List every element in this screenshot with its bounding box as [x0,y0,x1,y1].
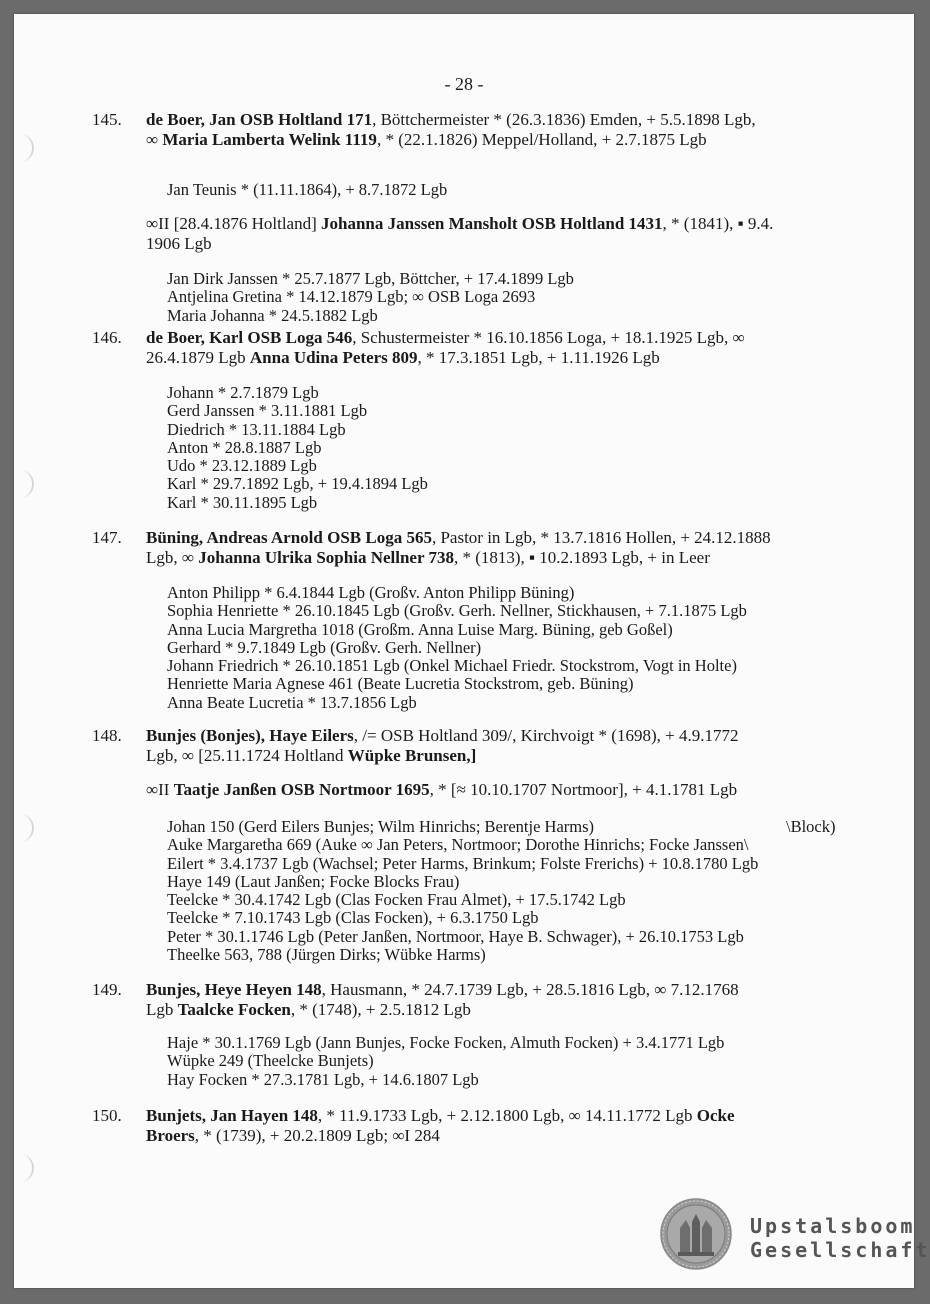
child-entry: Maria Johanna * 24.5.1882 Lgb [167,305,378,325]
text-segment: , Hausmann, * 24.7.1739 Lgb, + 28.5.1816 Lgb, ∞ 7.12.1768 [321,980,739,999]
text-line [146,1106,866,1126]
child-entry: Sophia Henriette * 26.10.1845 Lgb (Großv. Gerh. Nellner, Stickhausen, + 7.1.1875 Lgb [167,601,747,621]
child-entry: Teelcke * 30.4.1742 Lgb (Clas Focken Frau Almet), + 17.5.1742 Lgb [167,890,626,910]
child-entry: Diedrich * 13.11.1884 Lgb [167,419,346,439]
text-line [146,780,866,800]
text-line [146,746,866,766]
society-name-line1: Upstalsboom [750,1214,916,1238]
child-entry: Jan Dirk Janssen * 25.7.1877 Lgb, Böttcher, + 17.4.1899 Lgb [167,269,574,288]
entry-head [146,1106,866,1146]
children-list [167,384,867,512]
text-line [146,214,866,234]
bold-name-segment: Johanna Janssen Mansholt OSB Holtland 1431 [321,214,663,233]
text-segment: 1906 Lgb [146,234,212,253]
bold-name-segment: Bunjets, Jan Hayen 148 [146,1106,318,1125]
text-segment: ∞ [146,130,163,149]
second-marriage [146,780,866,800]
bold-name-segment: Broers [146,1126,195,1145]
bold-name-segment: Anna Udina Peters 809 [249,348,418,367]
bold-name-segment: Taalcke Focken [177,1000,291,1019]
block-note-text: \Block) [786,817,836,836]
text-line [146,726,866,746]
entry-head [146,110,866,150]
bold-name-segment: Ocke [696,1106,735,1125]
bold-name-segment: Johanna Ulrika Sophia Nellner 738 [198,548,454,567]
text-segment: , * 17.3.1851 Lgb, + 1.11.1926 Lgb [417,348,660,367]
entry-number: 145. [92,110,122,129]
entry-head [146,528,866,568]
text-segment: , /= OSB Holtland 309/, Kirchvoigt * (1698), + 4.9.1772 [353,726,739,745]
punch-hole [6,814,34,842]
text-line [146,234,866,254]
text-line [146,110,866,130]
child-entry: Jan Teunis * (11.11.1864), + 8.7.1872 Lgb [167,180,448,199]
child-entry: Anton Philipp * 6.4.1844 Lgb (Großv. Anton Philipp Büning) [167,583,575,602]
children-list [167,270,867,325]
entry-head [146,980,866,1020]
children-list [167,1034,867,1089]
children-list [167,180,867,200]
child-entry: Haje * 30.1.1769 Lgb (Jann Bunjes, Focke Focken, Almuth Focken) + 3.4.1771 Lgb [167,1033,725,1052]
text-segment: , Böttchermeister * (26.3.1836) Emden, + 5.5.1898 Lgb, [372,110,756,129]
society-name-line2: Gesellschaft [750,1238,930,1262]
child-entry: Henriette Maria Agnese 461 (Beate Lucretia Stockstrom, geb. Büning) [167,674,634,694]
page-number: - 28 - [444,74,484,94]
society-name [750,1214,930,1262]
entry-head [146,726,866,766]
bold-name-segment: Wüpke Brunsen,] [347,746,477,765]
child-entry: Johann * 2.7.1879 Lgb [167,383,319,402]
punch-hole [6,1154,34,1182]
text-line [146,328,866,348]
text-line [146,528,866,548]
child-entry: Udo * 23.12.1889 Lgb [167,456,317,476]
entry-head [146,328,866,368]
text-segment: ∞II [28.4.1876 Holtland] [146,214,322,233]
entry-number: 147. [92,528,122,547]
child-entry: Karl * 30.11.1895 Lgb [167,492,318,512]
bold-name-segment: Bunjes, Heye Heyen 148 [146,980,322,999]
bold-name-segment: de Boer, Karl OSB Loga 546 [146,328,353,347]
child-entry: Johann Friedrich * 26.10.1851 Lgb (Onkel Michael Friedr. Stockstrom, Vogt in Holte) [167,656,737,676]
child-entry: Eilert * 3.4.1737 Lgb (Wachsel; Peter Harms, Brinkum; Folste Frerichs) + 10.8.1780 Lgb [167,853,759,873]
text-segment: , Pastor in Lgb, * 13.7.1816 Hollen, + 24.12.1888 [431,528,771,547]
child-entry: Anton * 28.8.1887 Lgb [167,437,322,457]
text-segment: Lgb, ∞ [146,548,199,567]
child-entry: Gerhard * 9.7.1849 Lgb (Großv. Gerh. Nellner) [167,637,482,657]
text-line [146,548,866,568]
child-entry: Anna Lucia Margretha 1018 (Großm. Anna Luise Marg. Büning, geb Goßel) [167,619,673,639]
child-entry: Auke Margaretha 669 (Auke ∞ Jan Peters, Nortmoor; Dorothe Hinrichs; Focke Janssen\ [167,835,749,855]
child-entry: Karl * 29.7.1892 Lgb, + 19.4.1894 Lgb [167,474,428,494]
text-segment: , Schustermeister * 16.10.1856 Loga, + 18.1.1925 Lgb, ∞ [352,328,745,347]
punch-hole [6,470,34,498]
entry-number: 146. [92,328,122,347]
bold-name-segment: Maria Lamberta Welink 1119 [162,130,377,149]
child-entry: Peter * 30.1.1746 Lgb (Peter Janßen, Nortmoor, Haye B. Schwager), + 26.10.1753 Lgb [167,926,744,946]
child-entry: Anna Beate Lucretia * 13.7.1856 Lgb [167,692,417,712]
child-entry: Haye 149 (Laut Janßen; Focke Blocks Frau) [167,871,460,891]
child-entry: Antjelina Gretina * 14.12.1879 Lgb; ∞ OSB Loga 2693 [167,287,536,307]
text-line [146,348,866,368]
document-page [14,14,930,1288]
child-entry: Teelcke * 7.10.1743 Lgb (Clas Focken), + 6.3.1750 Lgb [167,908,539,928]
entry-number: 150. [92,1106,122,1125]
text-segment: , * [≈ 10.10.1707 Nortmoor], + 4.1.1781 Lgb [429,780,738,799]
text-line [146,1000,866,1020]
text-line [146,130,866,150]
text-segment: , * (1813), ▪ 10.2.1893 Lgb, + in Leer [453,548,710,567]
child-entry: Wüpke 249 (Theelcke Bunjets) [167,1051,374,1071]
punch-hole [6,134,34,162]
child-entry: Gerd Janssen * 3.11.1881 Lgb [167,401,368,421]
text-segment: Lgb [146,1000,178,1019]
text-line [146,980,866,1000]
bold-name-segment: de Boer, Jan OSB Holtland 171 [146,110,373,129]
child-entry: Johan 150 (Gerd Eilers Bunjes; Wilm Hinrichs; Berentje Harms) [167,817,595,836]
text-segment: ∞II [146,780,174,799]
block-note [786,818,866,836]
text-segment: , * (1841), ▪ 9.4. [662,214,774,233]
bold-name-segment: Bunjes (Bonjes), Haye Eilers [146,726,354,745]
text-line [146,1126,866,1146]
bold-name-segment: Büning, Andreas Arnold OSB Loga 565 [146,528,432,547]
child-entry: Theelke 563, 788 (Jürgen Dirks; Wübke Harms) [167,945,486,965]
children-list [167,584,867,712]
text-segment: 26.4.1879 Lgb [146,348,250,367]
children-list [167,818,867,964]
text-segment: , * (22.1.1826) Meppel/Holland, + 2.7.1875 Lgb [376,130,707,149]
text-segment: Lgb, ∞ [25.11.1724 Holtland [146,746,348,765]
child-entry: Hay Focken * 27.3.1781 Lgb, + 14.6.1807 Lgb [167,1069,479,1089]
text-segment: , * 11.9.1733 Lgb, + 2.12.1800 Lgb, ∞ 14.11.1772 Lgb [317,1106,697,1125]
text-segment: , * (1739), + 20.2.1809 Lgb; ∞I 284 [194,1126,440,1145]
entry-number: 149. [92,980,122,999]
society-seal-icon [660,1198,732,1270]
entry-number: 148. [92,726,122,745]
bold-name-segment: Taatje Janßen OSB Nortmoor 1695 [173,780,430,799]
second-marriage [146,214,866,254]
text-segment: , * (1748), + 2.5.1812 Lgb [290,1000,471,1019]
